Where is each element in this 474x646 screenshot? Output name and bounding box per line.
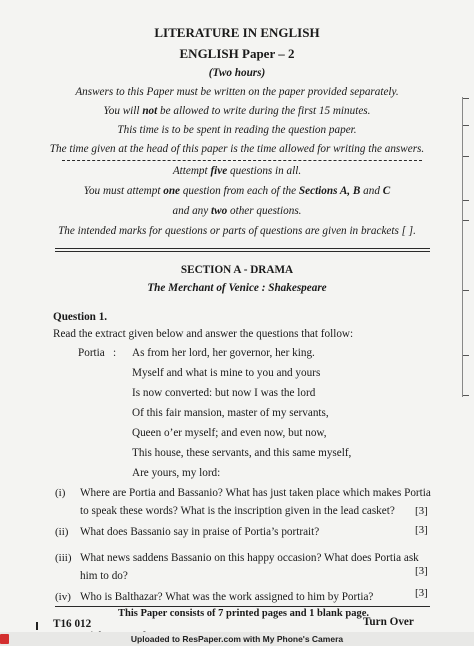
extract-line: Is now converted: but now I was the lord <box>132 387 316 399</box>
page-count-note: This Paper consists of 7 printed pages and 1 blank page. <box>118 608 369 619</box>
divider-dashed <box>62 160 422 161</box>
marks: [3] <box>415 505 428 517</box>
part-text: What news saddens Bassanio on this happy occasion? What does Portia ask <box>80 552 419 564</box>
section-subheading: The Merchant of Venice : Shakespeare <box>147 282 327 294</box>
scan-edge-tick <box>463 125 469 126</box>
marks: [3] <box>415 587 428 599</box>
part-text-continued: him to do? <box>80 570 128 582</box>
marks: [3] <box>415 524 428 536</box>
scan-edge-tick <box>463 156 469 157</box>
instruction-line-1: Answers to this Paper must be written on the paper provided separately. <box>75 86 399 98</box>
scan-edge-tick <box>463 200 469 201</box>
instruction-line-3: This time is to be spent in reading the question paper. <box>117 124 357 136</box>
part-text: Who is Balthazar? What was the work assigned to him by Portia? <box>80 591 374 603</box>
question-intro: Read the extract given below and answer the questions that follow: <box>53 328 354 340</box>
part-number: (iii) <box>55 552 72 564</box>
part-number: (i) <box>55 487 66 499</box>
scan-edge-tick <box>463 98 469 99</box>
instruction-line-8: The intended marks for questions or parts of questions are given in brackets [ ]. <box>58 225 416 237</box>
scan-edge-tick <box>463 395 469 396</box>
upload-watermark: Uploaded to ResPaper.com with My Phone's Camera <box>0 632 474 646</box>
scan-mark <box>36 622 38 630</box>
instruction-line-5: Attempt five questions in all. <box>172 165 302 177</box>
extract-line: As from her lord, her governor, her king. <box>132 347 315 359</box>
respaper-logo-icon <box>0 634 9 644</box>
speaker-colon: : <box>113 347 117 359</box>
instruction-line-4: The time given at the head of this paper is the time allowed for writing the answers. <box>49 143 425 155</box>
extract-line: Are yours, my lord: <box>132 467 221 479</box>
scan-edge-tick <box>463 355 469 356</box>
duration: (Two hours) <box>208 67 266 79</box>
extract-line: Myself and what is mine to you and yours <box>132 367 321 379</box>
speaker-name: Portia <box>78 347 105 359</box>
divider-bottom <box>55 251 430 252</box>
instruction-line-2: You will not be allowed to write during the first 15 minutes. <box>103 105 371 117</box>
extract-line: Queen o’er myself; and even now, but now, <box>132 427 327 439</box>
question-label: Question 1. <box>53 311 108 323</box>
marks: [3] <box>415 565 428 577</box>
scan-edge-tick <box>463 220 469 221</box>
paper-subject-title: LITERATURE IN ENGLISH <box>154 25 320 40</box>
scan-edge-tick <box>463 290 469 291</box>
instruction-line-7: and any two other questions. <box>172 205 302 217</box>
paper-code: T16 012 <box>53 618 92 630</box>
extract-line: Of this fair mansion, master of my servants, <box>132 407 329 419</box>
turn-over: Turn Over <box>363 616 414 628</box>
part-number: (ii) <box>55 526 69 538</box>
divider-top <box>55 248 430 249</box>
part-text: What does Bassanio say in praise of Portia’s portrait? <box>80 526 320 538</box>
part-number: (iv) <box>55 591 71 603</box>
section-heading: SECTION A - DRAMA <box>180 264 294 276</box>
part-text: Where are Portia and Bassanio? What has just taken place which makes Portia <box>80 487 431 499</box>
footer-rule <box>55 606 430 607</box>
scan-edge-line <box>462 97 463 397</box>
extract-line: This house, these servants, and this same myself, <box>132 447 352 459</box>
instruction-line-6: You must attempt one question from each of the Sections A, B and C <box>83 185 391 197</box>
paper-name: ENGLISH Paper – 2 <box>179 46 295 61</box>
part-text-continued: to speak these words? What is the inscription given in the lead casket? <box>80 505 395 517</box>
